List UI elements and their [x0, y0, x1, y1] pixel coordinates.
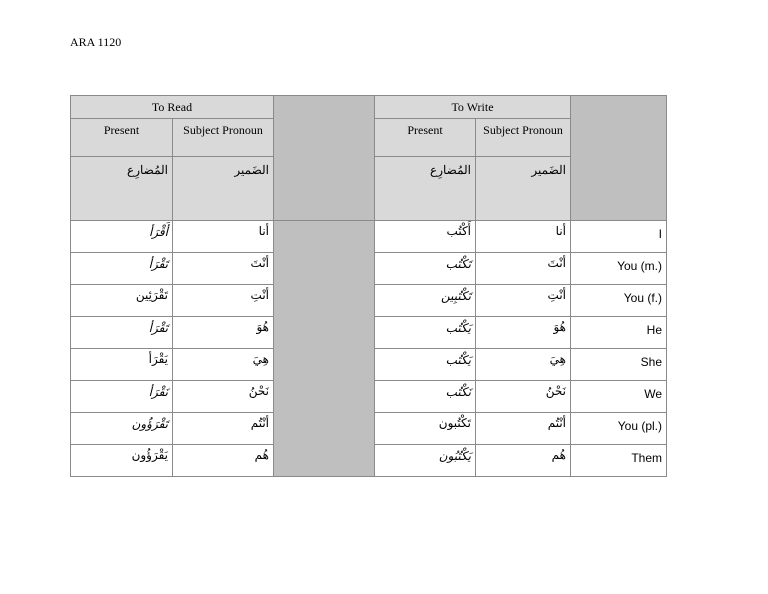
to-read-header: To Read [71, 96, 274, 119]
read-pronoun-label: Subject Pronoun [173, 119, 274, 157]
read-pronoun-cell: أنْتُم [173, 413, 274, 445]
read-pronoun-cell: أنْتَ [173, 253, 274, 285]
read-present-cell: أَقْرَأ [71, 221, 173, 253]
read-present-cell: يَقْرَؤُون [71, 445, 173, 477]
write-present-cell: تَكْتُبِين [375, 285, 476, 317]
read-present-cell: تَقْرَؤُون [71, 413, 173, 445]
write-pronoun-label: Subject Pronoun [476, 119, 571, 157]
course-code: ARA 1120 [70, 35, 122, 49]
english-pronoun-cell: Them [571, 445, 667, 477]
write-present-cell: نَكْتُب [375, 381, 476, 413]
write-present-label: Present [375, 119, 476, 157]
write-present-cell: تَكْتُب [375, 253, 476, 285]
read-pronoun-cell: أنْتِ [173, 285, 274, 317]
write-pronoun-cell: هُم [476, 445, 571, 477]
english-pronoun-cell: You (f.) [571, 285, 667, 317]
grey-spacer-column-body [274, 221, 375, 477]
english-pronoun-cell: He [571, 317, 667, 349]
english-pronoun-cell: She [571, 349, 667, 381]
english-pronoun-cell: I [571, 221, 667, 253]
read-present-cell: تَقْرَأ [71, 253, 173, 285]
write-present-cell: يَكْتُبُون [375, 445, 476, 477]
write-pronoun-cell: أنْتُم [476, 413, 571, 445]
write-present-cell: يَكْتُب [375, 317, 476, 349]
to-write-header: To Write [375, 96, 571, 119]
read-pronoun-cell: أنا [173, 221, 274, 253]
read-pronoun-cell: هُم [173, 445, 274, 477]
write-present-cell: تَكْتُبون [375, 413, 476, 445]
write-present-cell: أَكْتُب [375, 221, 476, 253]
write-pronoun-cell: أنْتِ [476, 285, 571, 317]
write-pronoun-arabic-label: الضَمير [476, 157, 571, 221]
table-row [71, 221, 667, 253]
read-pronoun-cell: هُوَ [173, 317, 274, 349]
write-pronoun-cell: هِيَ [476, 349, 571, 381]
read-present-arabic-label: المُضارِع [71, 157, 173, 221]
english-pronoun-cell: You (pl.) [571, 413, 667, 445]
read-present-cell: يَقْرَأ [71, 349, 173, 381]
read-pronoun-cell: هِيَ [173, 349, 274, 381]
english-header-cell [571, 96, 667, 221]
english-pronoun-cell: We [571, 381, 667, 413]
write-pronoun-cell: أنا [476, 221, 571, 253]
write-pronoun-cell: نَحْنُ [476, 381, 571, 413]
read-present-cell: تَقْرَأ [71, 317, 173, 349]
read-pronoun-cell: نَحْنُ [173, 381, 274, 413]
write-pronoun-cell: هُوَ [476, 317, 571, 349]
write-pronoun-cell: أنْتَ [476, 253, 571, 285]
read-present-cell: نَقْرَأ [71, 381, 173, 413]
read-present-label: Present [71, 119, 173, 157]
write-present-arabic-label: المُضارِع [375, 157, 476, 221]
read-present-cell: تَقْرَئِين [71, 285, 173, 317]
english-pronoun-cell: You (m.) [571, 253, 667, 285]
read-pronoun-arabic-label: الضَمير [173, 157, 274, 221]
write-present-cell: يَكْتُب [375, 349, 476, 381]
conjugation-table [70, 95, 667, 477]
grey-spacer-column [274, 96, 375, 221]
